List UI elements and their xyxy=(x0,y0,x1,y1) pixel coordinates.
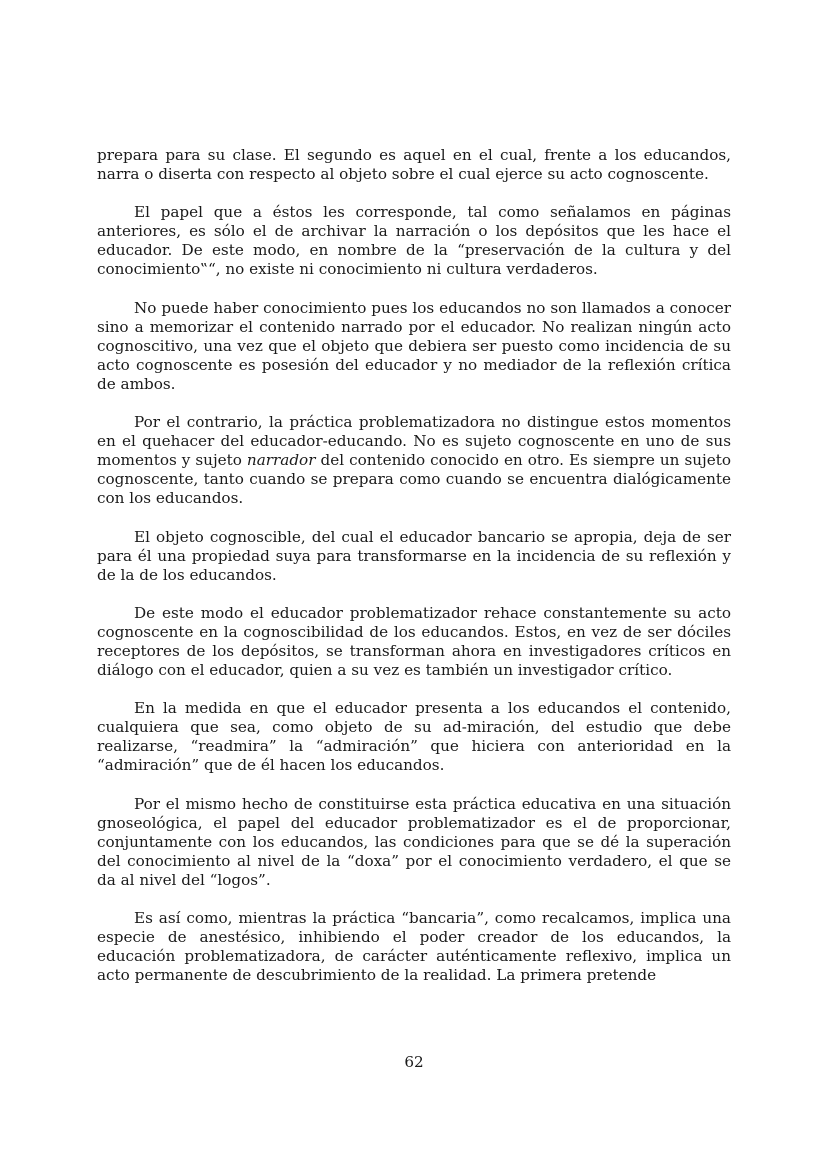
paragraph: No puede haber conocimiento pues los educandos no son llamados a conocer sino a memorizar el contenido narrado por el educador. No realizan ningún acto cognoscitivo, una vez que el objeto que debiera ser puesto como incidencia de su acto cognoscente es posesión del educador y no mediador de la reflexión crítica de ambos. xyxy=(97,298,731,393)
paragraph-continues-next-page: Es así como, mientras la práctica “bancaria”, como recalcamos, implica una especie de anestésico, inhibiendo el poder creador de los educandos, la educación problematizadora, de carácter auténticamente reflexivo, implica un acto permanente de descubrimiento de la realidad. La primera pretende xyxy=(97,909,731,985)
body-text xyxy=(97,146,731,985)
paragraph-text: Por el contrario, la práctica problematizadora no distingue estos momentos en el quehacer del educador-educando. No es sujeto cognoscente en uno de sus momentos y sujeto xyxy=(97,413,731,470)
paragraph: El objeto cognoscible, del cual el educador bancario se apropia, deja de ser para él una propiedad suya para transformarse en la incidencia de su reflexión y de la de los educandos. xyxy=(97,527,731,584)
paragraph: El papel que a éstos les corresponde, tal como señalamos en páginas anteriores, es sólo el de archivar la narración o los depósitos que les hace el educador. De este modo, en nombre de la “preservación de la cultura y del conocimiento‟“, no existe ni conocimiento ni cultura verdaderos. xyxy=(97,203,731,279)
page-number: 62 xyxy=(404,1053,424,1071)
paragraph: En la medida en que el educador presenta a los educandos el contenido, cualquiera que sea, como objeto de su ad-miración, del estudio que debe realizarse, “readmira” la “admiración” que hiciera con anterioridad en la “admiración” que de él hacen los educandos. xyxy=(97,699,731,775)
paragraph-continuation: prepara para su clase. El segundo es aquel en el cual, frente a los educandos, narra o diserta con respecto al objeto sobre el cual ejerce su acto cognoscente. xyxy=(97,146,731,184)
italic-term: narrador xyxy=(246,451,316,470)
paragraph-text: del contenido conocido en otro. Es siempre un sujeto cognoscente, tanto cuando se prepara como cuando se encuentra dialógicamente con los educandos. xyxy=(97,451,731,508)
paragraph-with-italic xyxy=(97,413,731,508)
paragraph: De este modo el educador problematizador rehace constantemente su acto cognoscente en la cognoscibilidad de los educandos. Estos, en vez de ser dóciles receptores de los depósitos, se transforman ahora en investigadores críticos en diálogo con el educador, quien a su vez es también un investigador crítico. xyxy=(97,603,731,680)
paragraph: Por el mismo hecho de constituirse esta práctica educativa en una situación gnoseológica, el papel del educador problematizador es el de proporcionar, conjuntamente con los educandos, las condiciones para que se dé la superación del conocimiento al nivel de la “doxa” por el conocimiento verdadero, el que se da al nivel del “logos”. xyxy=(97,794,731,889)
